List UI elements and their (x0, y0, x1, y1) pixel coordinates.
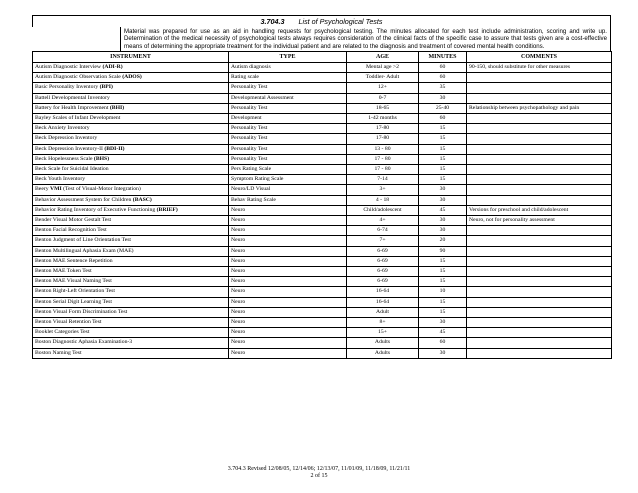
minutes-cell: 15 (419, 267, 467, 277)
age-cell: 0-7 (347, 93, 419, 103)
minutes-cell: 30 (419, 185, 467, 195)
age-cell: 16-64 (347, 297, 419, 307)
age-cell: Adults (347, 348, 419, 358)
section-number: 3.704.3 (260, 17, 285, 26)
table-row (33, 134, 612, 144)
comments-cell (467, 328, 612, 338)
comments-cell (467, 165, 612, 175)
intro-note: Material was prepared for use as an aid in handling requests for psychological testing. The minutes allocated for each test include administration, scoring and write up. Determination of the medical necessity of psychological tests always requires consideration of the clinical facts of the specific case to assure that tests given are a cost-effective means of determining the appropriate treatment for the individual patient and are related to the diagnosis and treatment of covered mental health conditions. (120, 27, 611, 51)
table-row (33, 205, 612, 215)
age-cell: Child/adolescent (347, 205, 419, 215)
comments-cell: Versions for preschool and child/adolescent (467, 205, 612, 215)
document-page (32, 15, 611, 359)
instrument-cell (33, 246, 229, 256)
comments-cell (467, 246, 612, 256)
table-row (33, 185, 612, 195)
age-cell: 17 - 80 (347, 165, 419, 175)
age-cell: Adult (347, 307, 419, 317)
instrument-name: Autism Diagnostic Observation Scale (35, 74, 123, 81)
comments-cell: 90-150, should substitute for other measures (467, 63, 612, 73)
type-cell: Neuro (229, 328, 347, 338)
column-header-comments: COMMENTS (467, 52, 612, 63)
page-title (32, 15, 611, 27)
minutes-cell: 30 (419, 226, 467, 236)
age-cell: 4+ (347, 216, 419, 226)
revision-line: 3.704.3 Revised 12/08/05, 12/14/06; 12/13/07, 11/01/09, 11/18/09, 11/21/11 (227, 466, 411, 472)
instrument-cell (33, 236, 229, 246)
title-text: List of Psychological Tests (298, 17, 383, 26)
instrument-cell (33, 205, 229, 215)
comments-cell: Relationship between psychopathology and pain (467, 103, 612, 113)
table-row (33, 83, 612, 93)
type-cell: Neuro (229, 338, 347, 348)
table-row (33, 267, 612, 277)
instrument-name: Battery for Health Improvement (35, 104, 110, 111)
instrument-name: Autism Diagnostic Interview (35, 64, 103, 70)
instrument-cell (33, 103, 229, 113)
type-cell: Development (229, 114, 347, 124)
instrument-name: Behavior Assessment System for Children (35, 196, 133, 203)
type-cell: Behav Rating Scale (229, 195, 347, 205)
table-row (33, 348, 612, 358)
comments-cell (467, 124, 612, 134)
minutes-cell: 30 (419, 348, 467, 358)
column-header-instrument: INSTRUMENT (33, 52, 229, 63)
minutes-cell: 20 (419, 236, 467, 246)
comments-cell (467, 236, 612, 246)
comments-cell (467, 256, 612, 266)
minutes-cell: 60 (419, 338, 467, 348)
instrument-cell (33, 83, 229, 93)
type-cell: Personality Test (229, 154, 347, 164)
instrument-cell (33, 195, 229, 205)
instrument-cell (33, 63, 229, 73)
minutes-cell: 15 (419, 165, 467, 175)
age-cell: 12+ (347, 83, 419, 93)
type-cell: Personality Test (229, 103, 347, 113)
instrument-name: Beck Depression Inventory (35, 135, 98, 142)
comments-cell (467, 83, 612, 93)
age-cell: 6-69 (347, 246, 419, 256)
instrument-cell (33, 267, 229, 277)
table-row (33, 328, 612, 338)
comments-cell (467, 144, 612, 154)
table-row (33, 175, 612, 185)
age-cell: 3+ (347, 185, 419, 195)
instrument-cell (33, 226, 229, 236)
instrument-name: Beck Depression Inventory-II (35, 145, 105, 152)
minutes-cell: 45 (419, 205, 467, 215)
instrument-cell (33, 338, 229, 348)
column-header-type: TYPE (229, 52, 347, 63)
instrument-name: Benton MAE Visual Naming Test (35, 278, 112, 285)
instrument-name: Beck Hopelessness Scale (35, 155, 94, 162)
comments-cell (467, 338, 612, 348)
instrument-name: Benton Multilingual Aphasia Exam (MAE) (35, 247, 134, 254)
age-cell: 7+ (347, 236, 419, 246)
page-number: 2 of 15 (310, 473, 328, 480)
type-cell: Symptom Rating Scale (229, 175, 347, 185)
instrument-name: Beery (35, 186, 51, 193)
minutes-cell: 10 (419, 287, 467, 297)
table-row (33, 93, 612, 103)
type-cell: Pers Rating Scale (229, 165, 347, 175)
instrument-name: Bayley Scales of Infant Development (35, 115, 121, 122)
minutes-cell: 30 (419, 93, 467, 103)
table-row (33, 307, 612, 317)
type-cell: Personality Test (229, 124, 347, 134)
table-header-row (33, 52, 612, 63)
minutes-cell: 15 (419, 144, 467, 154)
comments-cell (467, 73, 612, 83)
table-row (33, 195, 612, 205)
instrument-abbreviation: (BHI) (109, 104, 125, 111)
instrument-name: Battell Developmental Inventory (35, 94, 110, 101)
comments-cell (467, 93, 612, 103)
table-row (33, 236, 612, 246)
table-row (33, 73, 612, 83)
instrument-name: Bender Visual Motor Gestalt Test (35, 217, 112, 224)
instrument-cell (33, 73, 229, 83)
instrument-name: Basic Personality Inventory (35, 84, 100, 91)
instrument-cell (33, 93, 229, 103)
minutes-cell: 15 (419, 124, 467, 134)
age-cell: 17-80 (347, 124, 419, 134)
age-cell: Mental age >2 (347, 63, 419, 73)
column-header-age: AGE (347, 52, 419, 63)
instrument-abbreviation: (ADI-R) (102, 64, 123, 70)
minutes-cell: 15 (419, 256, 467, 266)
page-footer (0, 466, 638, 481)
comments-cell (467, 154, 612, 164)
instrument-name: Benton Serial Digit Learning Test (35, 298, 112, 305)
table-row (33, 165, 612, 175)
table-row (33, 318, 612, 328)
instrument-name: Boston Diagnostic Aphasia Examination-3 (35, 339, 133, 346)
age-cell: 7-14 (347, 175, 419, 185)
type-cell: Neuro (229, 216, 347, 226)
age-cell: 15+ (347, 328, 419, 338)
instrument-cell (33, 165, 229, 175)
minutes-cell: 60 (419, 73, 467, 83)
age-cell: 4 - 18 (347, 195, 419, 205)
type-cell: Personality Test (229, 83, 347, 93)
type-cell: Neuro (229, 277, 347, 287)
type-cell: Personality Test (229, 144, 347, 154)
comments-cell (467, 297, 612, 307)
table-row (33, 226, 612, 236)
instrument-name: Beck Anxiety Inventory (35, 125, 90, 132)
minutes-cell: 25-40 (419, 103, 467, 113)
comments-cell (467, 185, 612, 195)
table-row (33, 277, 612, 287)
minutes-cell: 15 (419, 175, 467, 185)
instrument-abbreviation: (BHS) (93, 155, 110, 162)
type-cell: Neuro (229, 256, 347, 266)
comments-cell (467, 318, 612, 328)
minutes-cell: 15 (419, 134, 467, 144)
type-cell: Neuro (229, 287, 347, 297)
comments-cell (467, 195, 612, 205)
age-cell: 6-69 (347, 256, 419, 266)
instrument-name: Benton Facial Recognition Test (35, 227, 107, 234)
table-row (33, 246, 612, 256)
table-row (33, 154, 612, 164)
instrument-abbreviation: (BPI) (99, 84, 113, 91)
instrument-cell (33, 124, 229, 134)
instrument-abbreviation: (BDI-II) (104, 145, 125, 152)
age-cell: 6-74 (347, 226, 419, 236)
comments-cell (467, 277, 612, 287)
table-row (33, 103, 612, 113)
type-cell: Neuro (229, 226, 347, 236)
minutes-cell: 60 (419, 63, 467, 73)
age-cell: Toddler- Adult (347, 73, 419, 83)
comments-cell (467, 307, 612, 317)
age-cell: 1-42 months (347, 114, 419, 124)
table-row (33, 114, 612, 124)
minutes-cell: 30 (419, 216, 467, 226)
comments-cell (467, 134, 612, 144)
type-cell: Neuro (229, 307, 347, 317)
instrument-cell (33, 328, 229, 338)
age-cell: 8+ (347, 318, 419, 328)
instrument-cell (33, 185, 229, 195)
table-body (33, 63, 612, 359)
type-cell: Neuro (229, 348, 347, 358)
instrument-cell (33, 307, 229, 317)
minutes-cell: 15 (419, 297, 467, 307)
type-cell: Rating scale (229, 73, 347, 83)
minutes-cell: 90 (419, 246, 467, 256)
instrument-cell (33, 297, 229, 307)
age-cell: 17-80 (347, 134, 419, 144)
instrument-cell (33, 144, 229, 154)
type-cell: Neuro/LD Visual (229, 185, 347, 195)
minutes-cell: 15 (419, 277, 467, 287)
instrument-cell (33, 256, 229, 266)
minutes-cell: 15 (419, 307, 467, 317)
instrument-name: Benton Judgment of Line Orientation Test (35, 237, 132, 244)
table-row (33, 124, 612, 134)
age-cell: Adults (347, 338, 419, 348)
table-row (33, 287, 612, 297)
comments-cell (467, 267, 612, 277)
instrument-name-suffix: (Test of Visual-Motor Integration) (61, 186, 141, 193)
column-header-minutes: MINUTES (419, 52, 467, 63)
instrument-cell (33, 277, 229, 287)
instrument-name: Benton MAE Sentence Repetition (35, 257, 113, 264)
instrument-cell (33, 318, 229, 328)
comments-cell (467, 348, 612, 358)
instrument-abbreviation: (BASC) (132, 196, 152, 203)
age-cell: 18-65 (347, 103, 419, 113)
table-row (33, 297, 612, 307)
instrument-name: Beck Youth Inventory (35, 176, 86, 183)
instrument-abbreviation: VMI (50, 186, 62, 193)
age-cell: 13 - 80 (347, 144, 419, 154)
table-row (33, 63, 612, 73)
instrument-abbreviation: (BRIEF) (156, 206, 178, 213)
type-cell: Personality Test (229, 134, 347, 144)
instrument-cell (33, 216, 229, 226)
type-cell: Neuro (229, 205, 347, 215)
minutes-cell: 30 (419, 195, 467, 205)
minutes-cell: 60 (419, 114, 467, 124)
table-row (33, 144, 612, 154)
instrument-name: Benton Right-Left Orientation Test (35, 288, 115, 295)
type-cell: Neuro (229, 236, 347, 246)
instrument-name: Benton Visual Retention Test (35, 319, 102, 326)
instrument-name: Booklet Categories Test (35, 329, 90, 336)
minutes-cell: 45 (419, 328, 467, 338)
age-cell: 16-64 (347, 287, 419, 297)
minutes-cell: 15 (419, 154, 467, 164)
table-row (33, 338, 612, 348)
type-cell: Neuro (229, 267, 347, 277)
age-cell: 17 - 80 (347, 154, 419, 164)
instrument-cell (33, 287, 229, 297)
table-row (33, 256, 612, 266)
instrument-abbreviation: (ADOS) (122, 74, 142, 81)
type-cell: Autism diagnosis (229, 63, 347, 73)
instrument-name: Benton MAE Token Test (35, 268, 92, 275)
age-cell: 6-69 (347, 267, 419, 277)
type-cell: Neuro (229, 318, 347, 328)
instrument-cell (33, 154, 229, 164)
comments-cell (467, 175, 612, 185)
instrument-cell (33, 175, 229, 185)
instrument-name: Beck Scale for Suicidal Ideation (35, 166, 109, 173)
type-cell: Neuro (229, 297, 347, 307)
instrument-cell (33, 134, 229, 144)
type-cell: Neuro (229, 246, 347, 256)
instrument-name: Behavior Rating Inventory of Executive Functioning (35, 206, 157, 213)
type-cell: Developmental Assessment (229, 93, 347, 103)
instrument-cell (33, 114, 229, 124)
comments-cell (467, 226, 612, 236)
comments-cell (467, 114, 612, 124)
tests-table (32, 51, 612, 359)
minutes-cell: 30 (419, 318, 467, 328)
instrument-name: Benton Visual Form Discrimination Test (35, 308, 128, 315)
minutes-cell: 35 (419, 83, 467, 93)
instrument-name: Boston Naming Test (35, 349, 82, 356)
comments-cell: Neuro, not for personality assessment (467, 216, 612, 226)
table-row (33, 216, 612, 226)
comments-cell (467, 287, 612, 297)
age-cell: 6-69 (347, 277, 419, 287)
instrument-cell (33, 348, 229, 358)
